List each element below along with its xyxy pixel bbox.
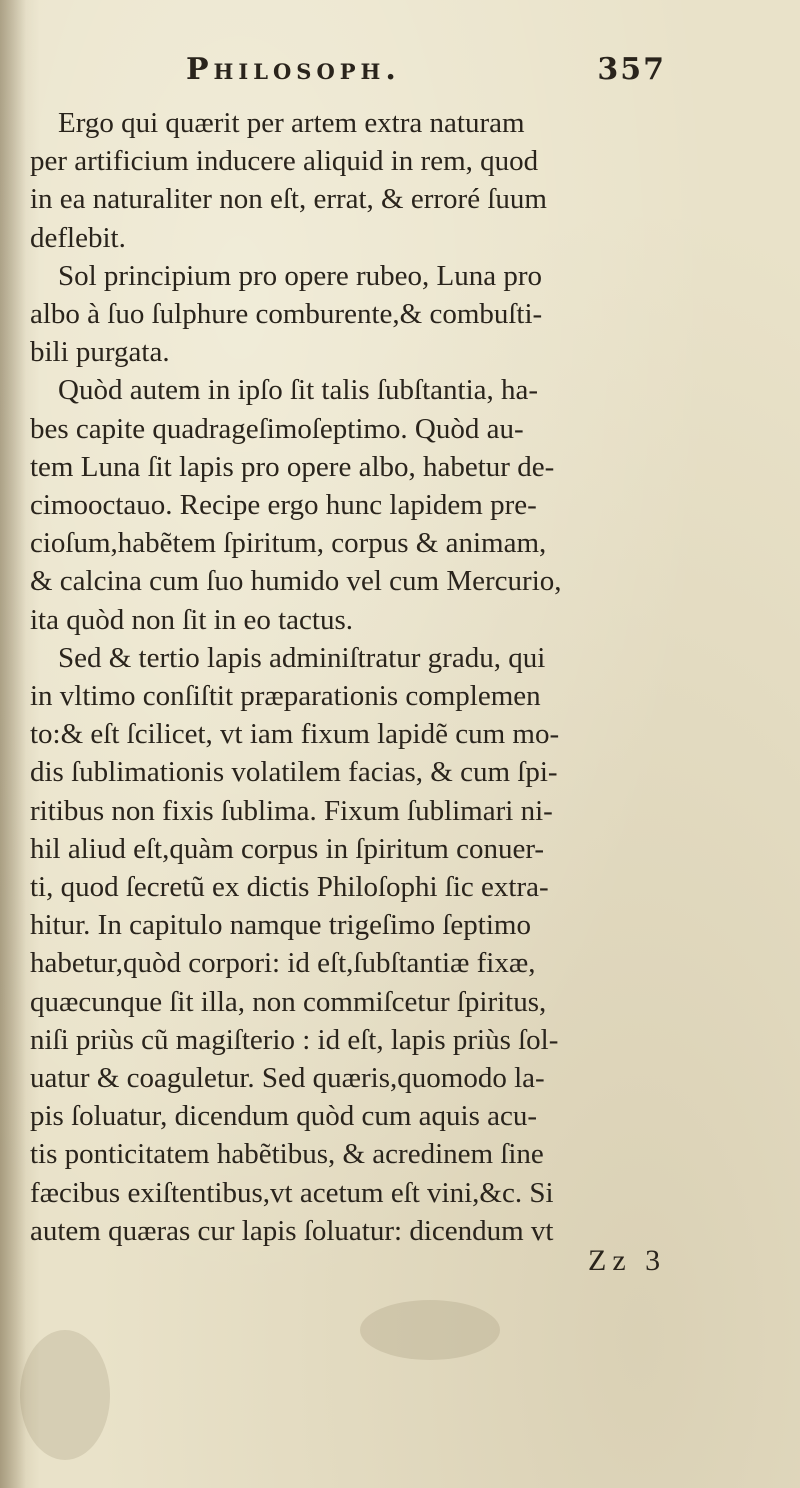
text-line: per artificium inducere aliquid in rem, quod	[30, 145, 539, 178]
text-line: bes capite quadrageſimoſeptimo. Quòd au-	[30, 412, 524, 445]
text-line: quæcunque ſit illa, non commiſcetur ſpiritus,	[30, 985, 547, 1018]
page-gutter-shadow	[0, 0, 26, 1488]
body-text	[30, 104, 782, 1250]
text-line: Sed & tertio lapis adminiſtratur gradu, qui	[58, 641, 546, 674]
text-line: to:& eſt ſcilicet, vt iam fixum lapidẽ cum mo-	[30, 718, 560, 751]
text-line: cioſum,habẽtem ſpiritum, corpus & animam,	[30, 527, 547, 560]
text-line: hitur. In capitulo namque trigeſimo ſeptimo	[30, 909, 531, 942]
page-header	[186, 52, 666, 96]
text-line: niſi priùs cũ magiſterio : id eſt, lapis priùs ſol-	[30, 1023, 559, 1056]
running-head: Philosoph.	[186, 52, 401, 87]
text-line: & calcina cum ſuo humido vel cum Mercurio,	[30, 565, 562, 598]
text-line: albo à ſuo ſulphure comburente,& combuſti-	[30, 298, 543, 331]
text-line: tem Luna ſit lapis pro opere albo, habetur de-	[30, 450, 555, 483]
catchword-signature: Zz 3	[588, 1244, 667, 1277]
text-line: Sol principium pro opere rubeo, Luna pro	[58, 259, 543, 292]
text-line: in vltimo conſiſtit præparationis complemen	[30, 680, 541, 713]
text-line: tis ponticitatem habẽtibus, & acredinem ſine	[30, 1138, 544, 1171]
page-number: 357	[597, 52, 666, 87]
text-line: in ea naturaliter non eſt, errat, & erroré ſuum	[30, 183, 547, 216]
text-line: cimooctauo. Recipe ergo hunc lapidem pre-	[30, 489, 537, 522]
text-line: autem quæras cur lapis ſoluatur: dicendum vt	[30, 1214, 554, 1247]
paper-stain	[20, 1330, 110, 1460]
text-line: pis ſoluatur, dicendum quòd cum aquis acu-	[30, 1100, 538, 1133]
text-line: deflebit.	[30, 221, 126, 254]
text-line: ti, quod ſecretũ ex dictis Philoſophi ſic extra-	[30, 871, 549, 904]
text-line: Quòd autem in ipſo ſit talis ſubſtantia, ha-	[58, 374, 539, 407]
text-line: ritibus non fixis ſublima. Fixum ſublimari ni-	[30, 794, 553, 827]
text-line: habetur,quòd corpori: id eſt,ſubſtantiæ fixæ,	[30, 947, 536, 980]
text-line: bili purgata.	[30, 336, 170, 369]
text-line: dis ſublimationis volatilem facias, & cum ſpi-	[30, 756, 558, 789]
text-line: uatur & coaguletur. Sed quæris,quomodo la-	[30, 1062, 545, 1095]
text-line: ita quòd non ſit in eo tactus.	[30, 603, 353, 636]
text-line: fæcibus exiſtentibus,vt acetum eſt vini,&c. Si	[30, 1176, 554, 1209]
text-line: hil aliud eſt,quàm corpus in ſpiritum conuer-	[30, 832, 545, 865]
paper-stain	[360, 1300, 500, 1360]
text-line: Ergo qui quærit per artem extra naturam	[58, 107, 525, 139]
